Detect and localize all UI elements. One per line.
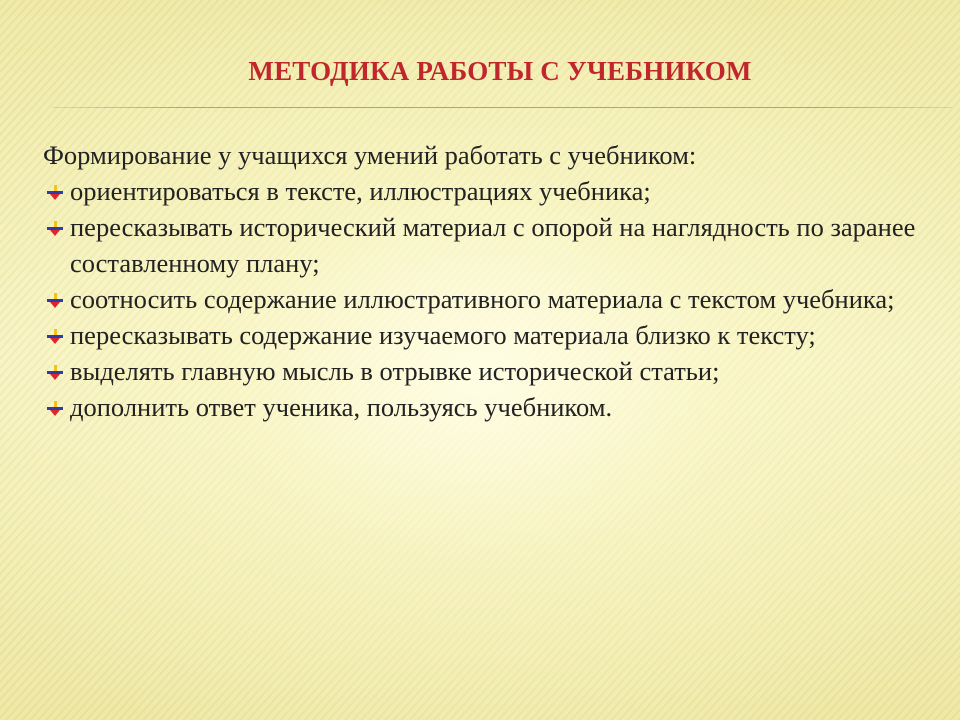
list-item-text: дополнить ответ ученика, пользуясь учебником.: [70, 392, 613, 422]
list-item: [43, 209, 923, 281]
arrow-down-bullet-icon: [45, 221, 65, 237]
list-item: [43, 353, 923, 389]
arrow-down-bullet-icon: [45, 293, 65, 309]
list-item: [43, 173, 923, 209]
arrow-down-bullet-icon: [45, 329, 65, 345]
list-item-text: соотносить содержание иллюстративного материала с текстом учебника;: [70, 284, 895, 314]
list-item: [43, 281, 923, 317]
list-item-text: пересказывать содержание изучаемого материала близко к тексту;: [70, 320, 816, 350]
slide-body: [43, 137, 923, 425]
arrow-down-bullet-icon: [45, 401, 65, 417]
bullet-list: [43, 173, 923, 425]
slide-title: МЕТОДИКА РАБОТЫ С УЧЕБНИКОМ: [248, 56, 752, 86]
list-item: [43, 317, 923, 353]
list-item-text: ориентироваться в тексте, иллюстрациях учебника;: [70, 176, 651, 206]
list-item-text: выделять главную мысль в отрывке исторической статьи;: [70, 356, 720, 386]
list-item-text: пересказывать исторический материал с опорой на наглядность по заранее составленному плану;: [70, 212, 916, 278]
title-divider: [52, 107, 952, 108]
intro-text: Формирование у учащихся умений работать с учебником:: [43, 140, 697, 170]
arrow-down-bullet-icon: [45, 185, 65, 201]
list-item: [43, 389, 923, 425]
arrow-down-bullet-icon: [45, 365, 65, 381]
